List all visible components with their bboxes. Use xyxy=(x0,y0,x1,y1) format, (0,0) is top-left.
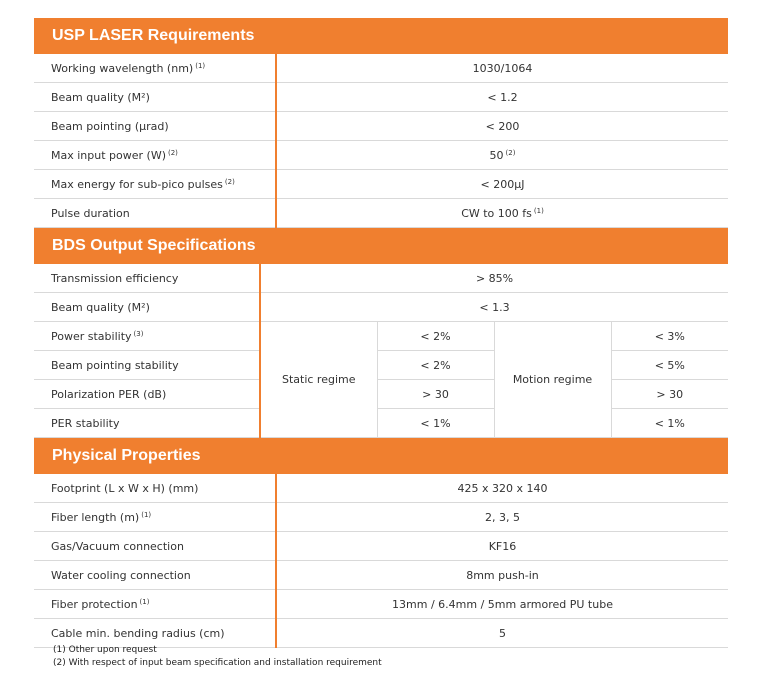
row-label: Working wavelength (nm) $^{(1)}$ xyxy=(34,54,276,83)
bds-output-table xyxy=(34,264,728,438)
row-label: Pulse duration xyxy=(34,199,276,228)
row-value: CW to 100 fs $^{(1)}$ xyxy=(276,199,728,228)
row-label: Fiber length (m) $^{(1)}$ xyxy=(34,503,276,532)
footnote: (1) Other upon request xyxy=(53,645,157,655)
table-row xyxy=(34,590,728,619)
motion-regime-label: Motion regime xyxy=(494,322,611,438)
row-value: < 1.2 xyxy=(276,83,728,112)
table-row xyxy=(34,54,728,83)
row-value: < 1.3 xyxy=(260,293,728,322)
static-regime-label: Static regime xyxy=(260,322,377,438)
table-row xyxy=(34,83,728,112)
row-value: 2, 3, 5 xyxy=(276,503,728,532)
motion-value: > 30 xyxy=(611,380,728,409)
section-header-bds-output: BDS Output Specifications xyxy=(34,228,728,264)
static-value: < 1% xyxy=(377,409,494,438)
table-row xyxy=(34,264,728,293)
motion-value: < 1% xyxy=(611,409,728,438)
row-label: Polarization PER (dB) xyxy=(34,380,260,409)
table-row xyxy=(34,503,728,532)
row-value: 5 xyxy=(276,619,728,648)
row-label: PER stability xyxy=(34,409,260,438)
table-row xyxy=(34,170,728,199)
footnote: (2) With respect of input beam specification and installation requirement xyxy=(53,658,382,668)
static-value: < 2% xyxy=(377,351,494,380)
row-label: Footprint (L x W x H) (mm) xyxy=(34,474,276,503)
row-value: 8mm push-in xyxy=(276,561,728,590)
row-value: < 200µJ xyxy=(276,170,728,199)
row-value: 13mm / 6.4mm / 5mm armored PU tube xyxy=(276,590,728,619)
static-value: < 2% xyxy=(377,322,494,351)
row-label: Beam pointing (µrad) xyxy=(34,112,276,141)
row-label: Max energy for sub-pico pulses $^{(2)}$ xyxy=(34,170,276,199)
static-value: > 30 xyxy=(377,380,494,409)
row-label: Gas/Vacuum connection xyxy=(34,532,276,561)
table-row xyxy=(34,474,728,503)
table-row xyxy=(34,322,728,351)
row-label: Water cooling connection xyxy=(34,561,276,590)
table-row xyxy=(34,380,728,409)
table-row xyxy=(34,561,728,590)
section-header-usp-laser: USP LASER Requirements xyxy=(34,18,728,54)
table-row xyxy=(34,141,728,170)
table-row xyxy=(34,199,728,228)
row-label: Beam quality (M²) xyxy=(34,293,260,322)
row-label: Beam pointing stability xyxy=(34,351,260,380)
table-row xyxy=(34,532,728,561)
motion-value: < 5% xyxy=(611,351,728,380)
row-value: KF16 xyxy=(276,532,728,561)
spec-sheet xyxy=(34,18,728,648)
row-label: Fiber protection $^{(1)}$ xyxy=(34,590,276,619)
row-value: 50 $^{(2)}$ xyxy=(276,141,728,170)
usp-laser-table xyxy=(34,54,728,228)
row-label: Transmission efficiency xyxy=(34,264,260,293)
table-row xyxy=(34,351,728,380)
table-row xyxy=(34,112,728,141)
row-value: 425 x 320 x 140 xyxy=(276,474,728,503)
row-label: Power stability $^{(3)}$ xyxy=(34,322,260,351)
row-value: > 85% xyxy=(260,264,728,293)
physical-properties-table xyxy=(34,474,728,648)
row-label: Cable min. bending radius (cm) xyxy=(34,619,276,648)
row-value: 1030/1064 xyxy=(276,54,728,83)
section-header-physical-properties: Physical Properties xyxy=(34,438,728,474)
row-value: < 200 xyxy=(276,112,728,141)
table-row xyxy=(34,293,728,322)
table-row xyxy=(34,409,728,438)
row-label: Beam quality (M²) xyxy=(34,83,276,112)
footnotes xyxy=(53,644,382,670)
motion-value: < 3% xyxy=(611,322,728,351)
row-label: Max input power (W) $^{(2)}$ xyxy=(34,141,276,170)
